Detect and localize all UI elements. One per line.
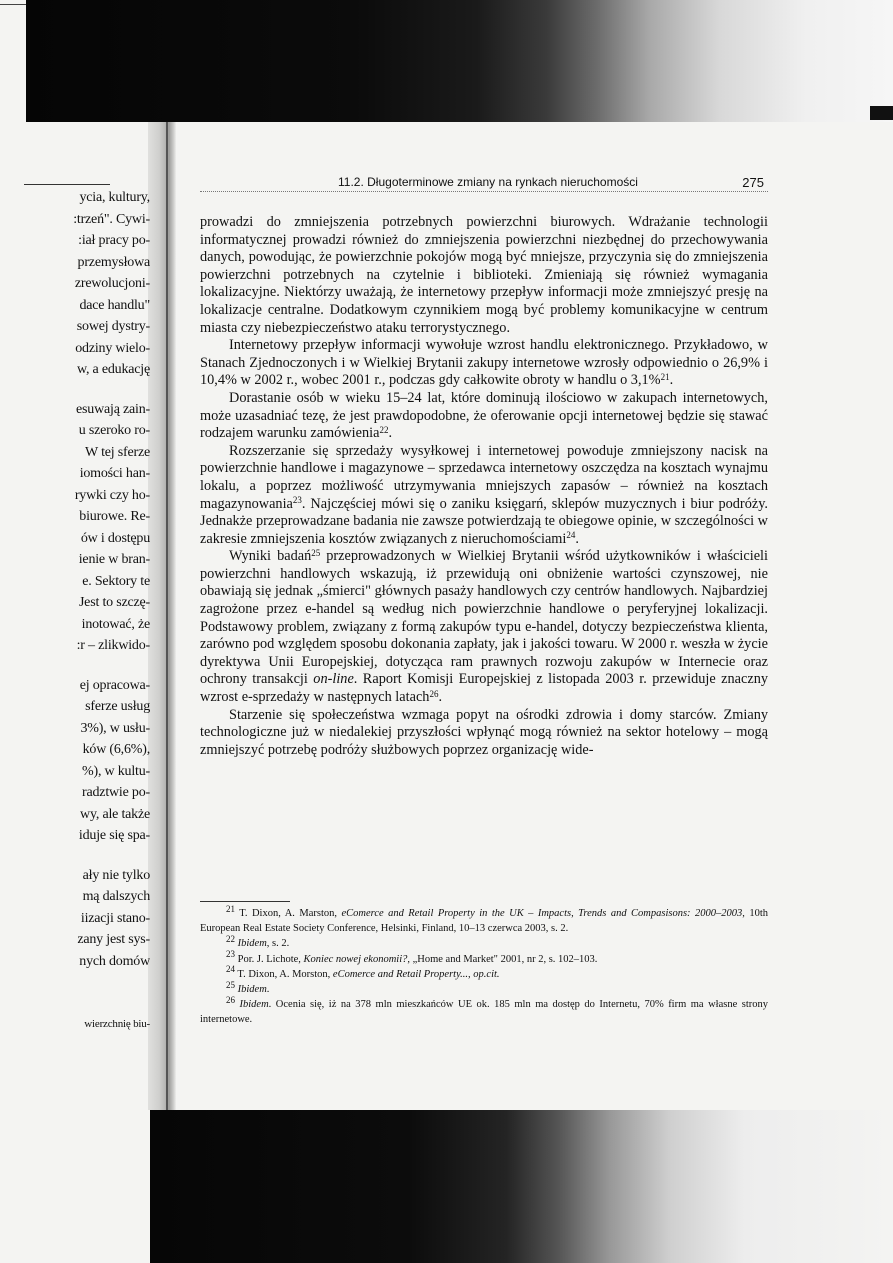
scan-shadow-bottom [150,1110,893,1263]
left-line: iduje się spa- [78,828,150,843]
left-line: sferze usług [85,699,150,714]
left-footnote-fragment: wierzchnię biu- [84,1018,150,1030]
left-line: 3%), w usłu- [80,720,150,736]
footnote-ref: 23 [292,495,302,505]
left-line: ków (6,6%), [82,742,150,757]
left-paragraph-1 [24,187,150,381]
footnote-ref: 21 [660,371,670,382]
paragraph-1: prowadzi do zmniejszenia potrzebnych powierzchni biurowych. Wdrażanie technologii informatycznej prowadzi również do zmniejszenia powierzchni niezbędnej do przechowywania danych, powodując, że powierzchnie pokojów mogą być mniejsze, przyczynia się do zmniejszenia powierzchni potrzebnych na czytelnie i biblioteki. Zmieniają się również wymagania lokalizacyjne. Niektórzy uważają, że internetowy przepływ informacji może zmniejszyć presję na lokalizacje centralne. Dodatkowym czynnikiem mogą być problemy komunikacyjne w centrum miasta czy niebezpieczeństwo ataku terrorystycznego. [200,214,768,336]
left-line: :iał pracy po- [78,233,150,248]
footnotes [200,903,768,1028]
left-line: e. Sektory te [82,573,150,589]
left-line: ały nie tylko [82,867,150,883]
left-line: radztwie po- [82,785,150,800]
left-line: wy, ale także [80,806,150,822]
paragraph-2: Internetowy przepływ informacji wywołuje wzrost handlu elektronicznego. Przykładowo, w Stanach Zjednoczonych i w Wielkiej Brytanii zakupy internetowe wzrosły odpowiednio o 26,9% i 10,4% w 2002 r., wobec 2001 r., podczas gdy całkowite obroty w handlu o 3,1%$^{21}$. [200,337,768,389]
footnote-ref: 24 [566,530,576,541]
footnote-23: $^{23}$ Por. J. Lichote, Koniec nowej ekonomii?, „Home and Market" 2001, nr 2, s. 102–103. [226,949,598,965]
left-line: sowej dystry- [76,319,150,334]
left-line: u szeroko ro- [78,423,150,438]
left-line: :trzeń". Cywi- [73,211,150,227]
left-paragraph-3 [24,675,150,847]
header-title: 11.2. Długoterminowe zmiany na rynkach nieruchomości [338,175,638,189]
left-line: rywki czy ho- [74,487,150,503]
left-page-fragment [24,190,150,1030]
left-line: Jest to szczę- [78,595,150,610]
footnote-26: $^{26}$ Ibidem. Ocenia się, iż na 378 mln mieszkańców UE ok. 185 mln ma dostęp do Internetu, 70% firm ma własne strony internetowe. [200,994,768,1026]
scan-shadow-band [870,106,893,120]
header-rule [200,191,768,192]
left-paragraph-2 [24,399,150,657]
paragraph-4: Rozszerzanie się sprzedaży wysyłkowej i internetowej powoduje zmniejszony nacisk na powierzchnie handlowe i magazynowe – sprzedawca internetowy oszczędza na kosztach wynajmu lokalu, a poprzez możliwość utrzymywania mniejszych zapasów – również na kosztach magazynowania$^{23}$. Najczęściej mówi się o zaniku księgarń, sklepów muzycznych i biur podróży. Jednakże przeprowadzane badania nie zawsze potwierdzają te obiegowe opinie, w szczególności w zakresie zmniejszenia kosztów związanych z nieruchomościami$^{24}$. [200,442,768,547]
footnote-ref: 26 [429,688,439,699]
footnote-24: $^{24}$ T. Dixon, A. Morston, eComerce and Retail Property..., op.cit. [226,964,500,980]
left-line: ej opracowa- [79,677,150,693]
footnote-ref: 22 [379,424,389,435]
left-line: zrewolucjoni- [74,276,150,291]
scan-shadow-top [26,0,893,122]
left-line: inotować, że [81,616,150,632]
left-line: nych domów [79,953,150,969]
paragraph-3: Dorastanie osób w wieku 15–24 lat, które dominują ilościowo w zakupach internetowych, może uzasadniać tezę, że jest prawdopodobne, że oferowanie opcji internetowej będzie się stawać rodzajem warunku zamówienia$^{22}$. [200,389,768,442]
left-paragraph-4 [24,865,150,973]
left-line: esuwają zain- [76,401,150,417]
left-line: ienie w bran- [78,552,150,567]
running-header [200,172,768,192]
left-line: odziny wielo- [75,340,150,356]
footnote-21: $^{21}$ T. Dixon, A. Marston, eComerce and Retail Property in the UK – Impacts, Trends and Compasisons: 2000–2003, 10th European Real Estate Society Conference, Helsinki, Finland, 10–13 czerwca 2003, s. 2. [200,903,768,935]
left-line: zany jest sys- [77,932,150,947]
spine-fold-line [166,122,168,1110]
left-line: %), w kultu- [82,763,150,779]
paragraph-6: Starzenie się społeczeństwa wzmaga popyt na ośrodki zdrowia i domy starców. Zmiany technologiczne już w niedalekiej przyszłości wpłynąć mogą również na sektor hotelowy – mogą zmniejszyć potrzebę podróży służbowych poprzez organizację wide- [200,706,768,758]
footnote-22: $^{22}$ Ibidem, s. 2. [226,933,290,950]
paragraph-5: Wyniki badań$^{25}$ przeprowadzonych w Wielkiej Brytanii wśród użytkowników i właścicieli powierzchni handlowych wskazują, iż przewidują oni obniżenie wartości czynszowej, nie obawiają się jednak „śmierci" głównych pasaży handlowych czy centrów handlowych. Najbardziej zagrożone przez e-handel są według nich powierzchnie handlowe o peryferyjnej lokalizacji. Podstawowy problem, związany z formą zakupów typu e-handel, dotyczy bezpieczeństwa klienta, zarówno pod względem sposobu dokonania zapłaty, jak i jakości towaru. W 2000 r. weszła w życie dyrektywa Unii Europejskiej, dotycząca ram prawnych rozwoju zakupów w Internecie oraz ochrony transakcji on-line. Raport Komisji Europejskiej z listopada 2003 r. przewiduje znaczny wzrost e-sprzedaży w następnych latach$^{26}$. [200,547,768,706]
left-line: iomości han- [79,466,150,481]
left-line: dace handlu" [79,297,150,313]
page-number: 275 [742,175,764,190]
left-line: przemysłowa [77,254,150,270]
body-text [200,214,768,759]
book-spine [148,122,176,1110]
left-line: W tej sferze [85,444,150,460]
left-line: :r – zlikwido- [76,638,150,653]
footnote-ref: 25 [311,547,321,558]
left-header-rule [24,184,110,185]
footnote-25: $^{25}$ Ibidem. [226,979,270,996]
left-line: mą dalszych [82,889,150,904]
footnote-separator [200,901,290,902]
left-line: iizacji stano- [80,910,150,926]
left-line: ów i dostępu [80,530,150,546]
left-line: w, a edukację [76,362,150,377]
left-line: ycia, kultury, [79,190,150,205]
left-line: biurowe. Re- [79,509,150,524]
